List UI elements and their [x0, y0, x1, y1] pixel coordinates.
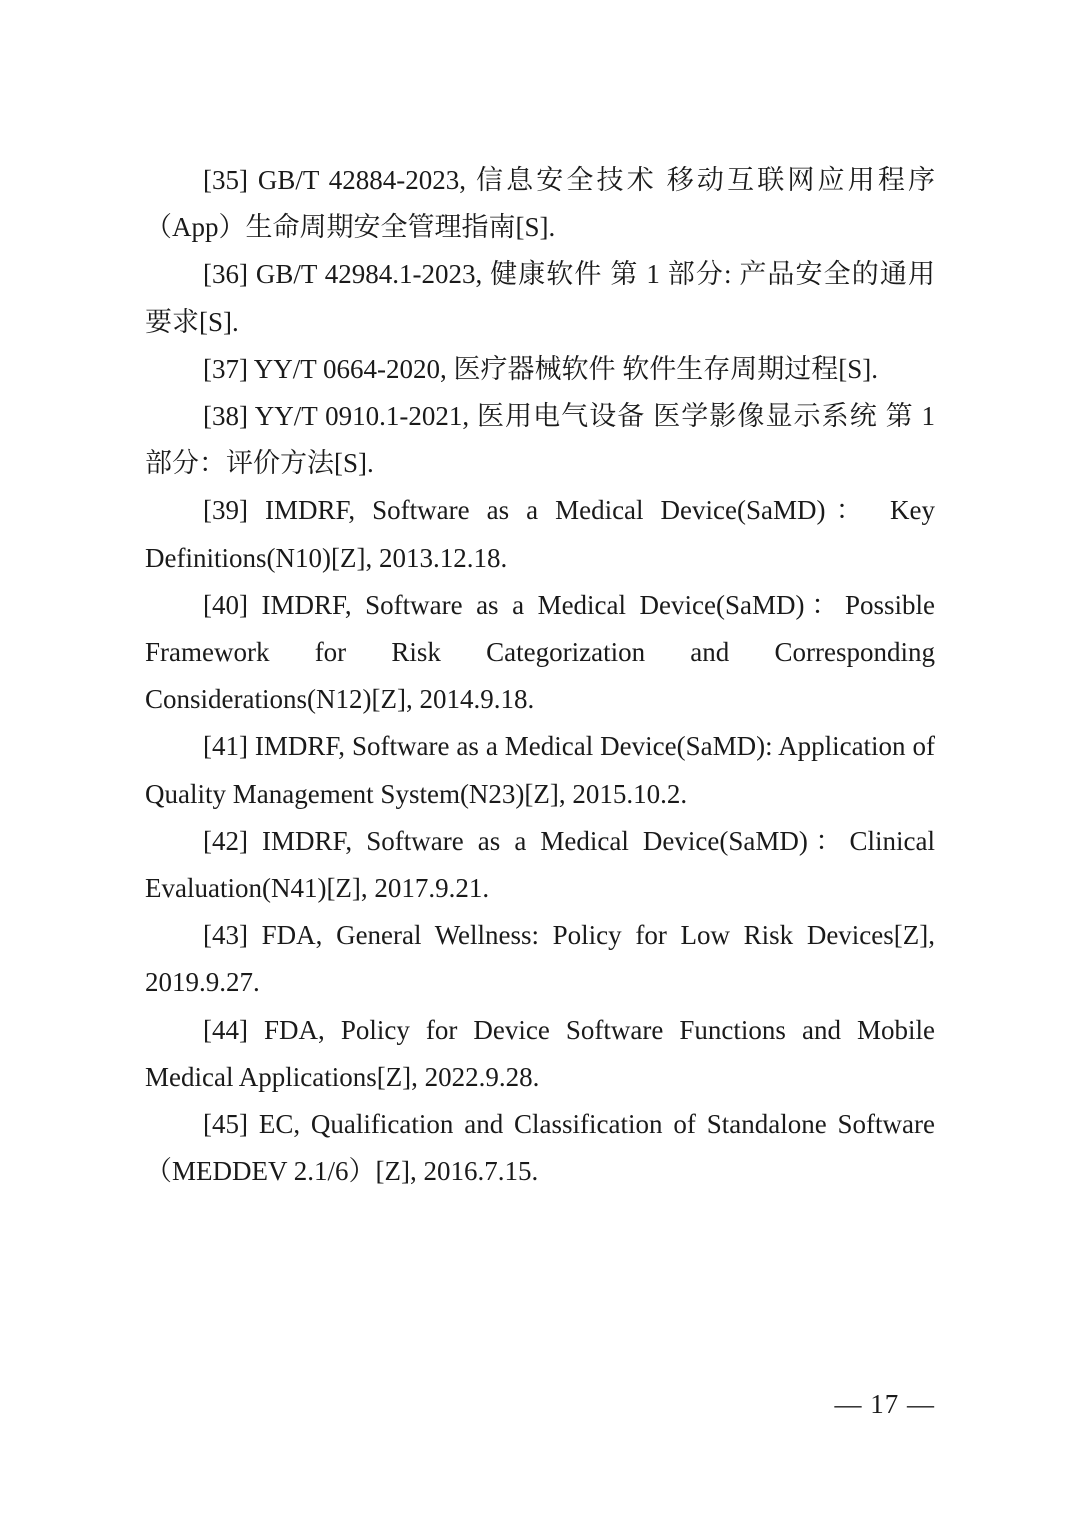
reference-42: [42] IMDRF, Software as a Medical Device(SaMD)：Clinical Evaluation(N41)[Z], 2017.9.21. — [145, 825, 935, 904]
reference-41: [41] IMDRF, Software as a Medical Device(SaMD): Application of Quality Management System(N23)[Z], 2015.10.2. — [145, 731, 935, 809]
reference-40: [40] IMDRF, Software as a Medical Device(SaMD)：Possible Framework for Risk Categorization and Corresponding Considerations(N12)[Z], 2014.9.18. — [145, 589, 935, 715]
reference-35: [35] GB/T 42884-2023, 信息安全技术 移动互联网应用程序（App）生命周期安全管理指南[S]. — [145, 165, 935, 243]
reference-37: [37] YY/T 0664-2020, 医疗器械软件 软件生存周期过程[S]. — [203, 353, 878, 384]
reference-45: [45] EC, Qualification and Classification of Standalone Software（MEDDEV 2.1/6）[Z], 2016.7.15. — [145, 1109, 935, 1187]
reference-38: [38] YY/T 0910.1-2021, 医用电气设备 医学影像显示系统 第 1 部分：评价方法[S]. — [145, 401, 935, 479]
page-number: — 17 — — [834, 1389, 935, 1419]
reference-36: [36] GB/T 42984.1-2023, 健康软件 第 1 部分: 产品安全的通用要求[S]. — [145, 259, 935, 337]
reference-44: [44] FDA, Policy for Device Software Functions and Mobile Medical Applications[Z], 2022.9.28. — [145, 1014, 935, 1092]
reference-list — [145, 157, 935, 1195]
reference-43: [43] FDA, General Wellness: Policy for Low Risk Devices[Z], 2019.9.27. — [145, 920, 935, 998]
reference-39: [39] IMDRF, Software as a Medical Device(SaMD)： Key Definitions(N10)[Z], 2013.12.18. — [145, 495, 935, 573]
